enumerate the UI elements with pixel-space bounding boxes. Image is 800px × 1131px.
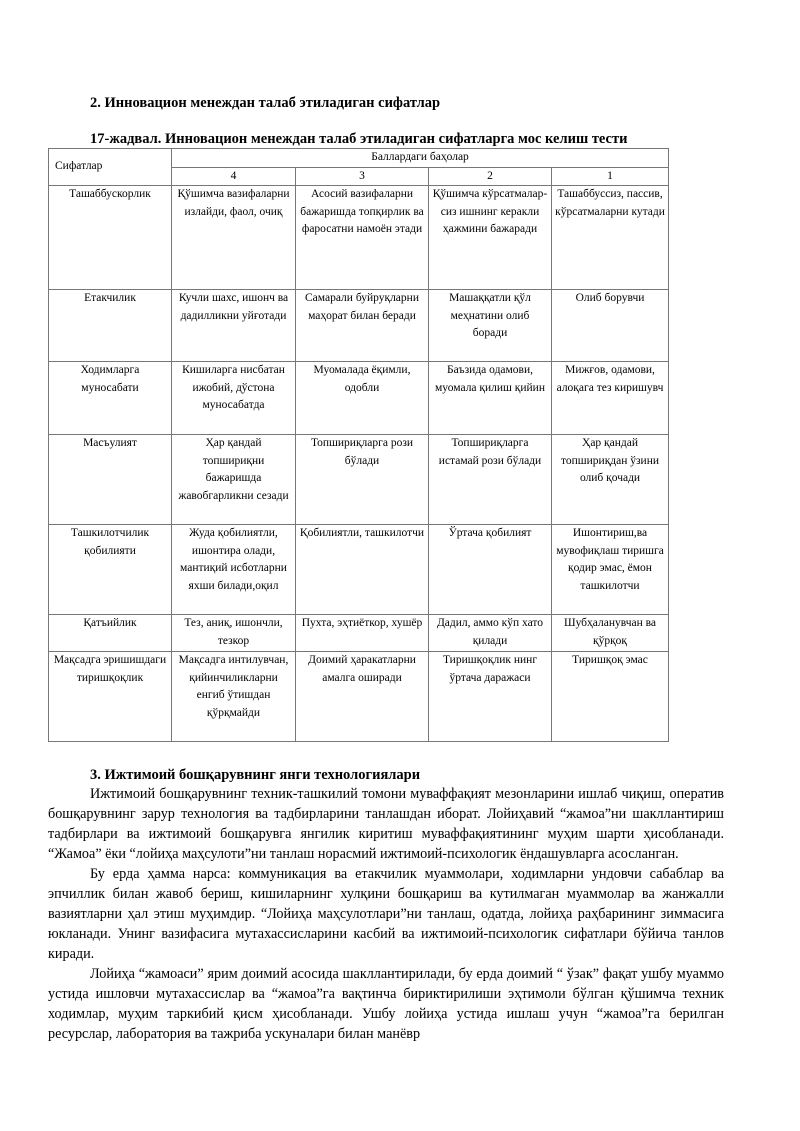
score-cell: Дадил, аммо кўп хато қилади xyxy=(429,615,552,652)
score-col-3: 3 xyxy=(296,167,429,186)
score-cell: Кишиларга нисбатан ижобий, дўстона муносабатда xyxy=(172,362,296,435)
quality-cell: Етакчилик xyxy=(49,290,172,362)
score-cell: Ҳар қандай топшириқни бажаришда жавобгарликни сезади xyxy=(172,435,296,525)
quality-cell: Мақсадга эришишдаги тиришқоқлик xyxy=(49,652,172,742)
score-cell: Машаққатли қўл меҳнатини олиб боради xyxy=(429,290,552,362)
score-cell: Топшириқларга истамай рози бўлади xyxy=(429,435,552,525)
score-cell: Муомалада ёқимли, одобли xyxy=(296,362,429,435)
table-row xyxy=(49,525,669,615)
score-cell: Мижғов, одамови, алоқага тез киришувч xyxy=(552,362,669,435)
score-cell: Тиришқоқлик нинг ўртача даражаси xyxy=(429,652,552,742)
quality-cell: Ходимларга муносабати xyxy=(49,362,172,435)
qualities-table xyxy=(48,148,669,742)
table-caption: 17-жадвал. Инновацион менеждан талаб этиладиган сифатларга мос келиш тести xyxy=(90,131,628,147)
score-cell: Тиришқоқ эмас xyxy=(552,652,669,742)
score-col-4: 4 xyxy=(172,167,296,186)
section-3-heading: 3. Ижтимоий бошқарувнинг янги технологиялари xyxy=(90,767,421,783)
score-cell: Олиб борувчи xyxy=(552,290,669,362)
score-cell: Ўртача қобилият xyxy=(429,525,552,615)
score-cell: Топшириқларга рози бўлади xyxy=(296,435,429,525)
quality-cell: Ташкилотчилик қобилияти xyxy=(49,525,172,615)
quality-cell: Масъулият xyxy=(49,435,172,525)
score-cell: Мақсадга интилувчан, қийинчиликларни енгиб ўтишдан қўрқмайди xyxy=(172,652,296,742)
body-text xyxy=(48,784,724,1044)
score-cell: Ишонтириш,ва мувофиқлаш тиришга қодир эмас, ёмон ташкилотчи xyxy=(552,525,669,615)
score-cell: Асосий вазифаларни бажаришда топқирлик ва фаросатни намоён этади xyxy=(296,186,429,290)
score-cell: Қобилиятли, ташкилотчи xyxy=(296,525,429,615)
score-col-2: 2 xyxy=(429,167,552,186)
table-row xyxy=(49,290,669,362)
table-row xyxy=(49,186,669,290)
score-cell: Кучли шахс, ишонч ва дадилликни уйғотади xyxy=(172,290,296,362)
paragraph: Ижтимоий бошқарувнинг техник-ташкилий томони муваффақият мезонларини ишлаб чиқиш, оператив бошқарувнинг зарур технология ва тадбирларини танлашдан иборат. Лойиҳавий “жамоа”ни шакллантириш тадбирлари ва ижтимоий бошқарувга янгилик киритиш муваффақиятининг муҳим шарти ҳисобланади. “Жамоа” ёки “лойиҳа маҳсулоти”ни танлаш норасмий ижтимоий-психологик ёндашувларга асосланган. xyxy=(48,786,724,862)
score-cell: Шубҳаланувчан ва қўрқоқ xyxy=(552,615,669,652)
score-cell: Қўшимча кўрсатмалар-сиз ишнинг керакли ҳажмини бажаради xyxy=(429,186,552,290)
score-cell: Баъзида одамови, муомала қилиш қийин xyxy=(429,362,552,435)
paragraph: Бу ерда ҳамма нарса: коммуникация ва етакчилик муаммолари, ходимларни ундовчи сабаблар ва эпчиллик билан жавоб бериш, кишиларнинг хулқини бошқариш ва кутилмаган муаммолар ва жанжалли вазиятларни ҳал этиш муҳимдир. “Лойиҳа маҳсулотлари”ни танлаш, одатда, лойиҳа раҳбарининг зиммасига юкланади. Унинг вазифасига мутахассисларини касбий ва ижтимоий-психологик сифатлари бўйича танлов киради. xyxy=(48,866,724,962)
score-cell: Самарали буйруқларни маҳорат билан беради xyxy=(296,290,429,362)
score-cell: Ҳар қандай топшириқдан ўзини олиб қочади xyxy=(552,435,669,525)
quality-cell: Қатъийлик xyxy=(49,615,172,652)
score-cell: Қўшимча вазифаларни излайди, фаол, очиқ xyxy=(172,186,296,290)
score-col-1: 1 xyxy=(552,167,669,186)
score-cell: Ташаббуссиз, пассив, кўрсатмаларни кутади xyxy=(552,186,669,290)
paragraph: Лойиҳа “жамоаси” ярим доимий асосида шакллантирилади, бу ерда доимий “ ўзак” фақат ушбу муаммо устида ишловчи мутахассислар ва “жамоа”га вақтинча бириктирилиши эҳтимоли бўлган қўшимча техник ходимлар, муҳим таркибий қисм ҳисобланади. Ушбу лойиҳа устида ишлаш учун “жамоа”га берилган ресурслар, лаборатория ва тажриба ускуналари билан манёвр xyxy=(48,966,724,1042)
header-qualities: Сифатлар xyxy=(49,149,172,186)
score-cell: Доимий ҳаракатларни амалга оширади xyxy=(296,652,429,742)
score-cell: Тез, аниқ, ишончли, тезкор xyxy=(172,615,296,652)
quality-cell: Ташаббускорлик xyxy=(49,186,172,290)
section-2-heading: 2. Инновацион менеждан талаб этиладиган сифатлар xyxy=(90,95,441,111)
table-row xyxy=(49,615,669,652)
score-cell: Жуда қобилиятли, ишонтира олади, мантиқий исботларни яхши билади,оқил xyxy=(172,525,296,615)
table-row xyxy=(49,652,669,742)
table-row xyxy=(49,362,669,435)
header-scores: Баллардаги баҳолар xyxy=(172,149,669,168)
table-row xyxy=(49,435,669,525)
score-cell: Пухта, эҳтиёткор, хушёр xyxy=(296,615,429,652)
